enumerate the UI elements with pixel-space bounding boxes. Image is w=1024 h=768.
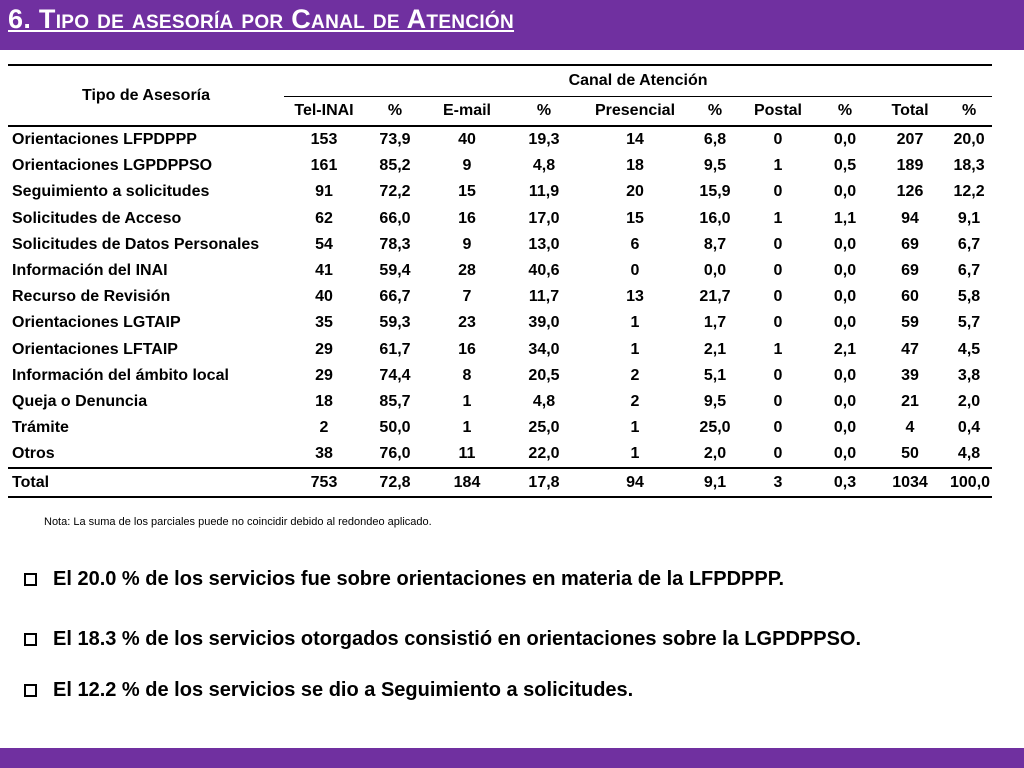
table-cell: 9: [462, 235, 472, 253]
table-cell: 0: [773, 366, 783, 384]
table-cell: 50: [901, 445, 919, 463]
bullet-text: El 12.2 % de los servicios se dio a Seguimiento a solicitudes.: [53, 679, 634, 701]
table-cell: 1: [773, 340, 783, 358]
row-label: Total: [8, 468, 284, 496]
table-cell: 6: [630, 235, 640, 253]
table-cell: 4,5: [957, 340, 981, 358]
row-label: Solicitudes de Acceso: [12, 209, 182, 227]
table-cell: 29: [315, 340, 333, 358]
column-header: Presencial: [580, 97, 690, 127]
table-cell: 13,0: [528, 235, 560, 253]
table-cell: 59,3: [379, 314, 411, 332]
table-cell: 5,1: [703, 366, 727, 384]
column-header: E-mail: [426, 97, 508, 127]
table-cell: 39,0: [528, 314, 560, 332]
table-cell: 23: [458, 314, 476, 332]
row-label: Información del ámbito local: [12, 366, 229, 384]
row-label: Queja o Denuncia: [12, 392, 148, 410]
table-cell: 2,1: [703, 340, 727, 358]
column-header: %: [816, 97, 874, 127]
table-cell: 184: [426, 468, 508, 496]
table-cell: 29: [315, 366, 333, 384]
column-header: %: [508, 97, 580, 127]
row-label: Seguimiento a solicitudes: [12, 183, 210, 201]
table-cell: 16: [458, 209, 476, 227]
table-cell: 6,7: [957, 235, 981, 253]
table-cell: 189: [896, 157, 924, 175]
table-cell: 17,8: [508, 468, 580, 496]
table-cell: 18,3: [953, 157, 985, 175]
table-cell: 21,7: [699, 288, 731, 306]
table-cell: 15,9: [699, 183, 731, 201]
bullet-item: [24, 679, 633, 702]
table-cell: 0,0: [833, 419, 857, 437]
table-cell: 50,0: [379, 419, 411, 437]
table-cell: 85,2: [379, 157, 411, 175]
table-cell: 9,1: [690, 468, 740, 496]
table-cell: 2: [630, 366, 640, 384]
table-cell: 0,0: [833, 262, 857, 280]
bullet-text: El 18.3 % de los servicios otorgados consistió en orientaciones sobre la LGPDPPSO.: [53, 628, 862, 650]
table-cell: 85,7: [379, 392, 411, 410]
checkbox-bullet-icon: [24, 684, 37, 697]
table-cell: 5,7: [957, 314, 981, 332]
table-cell: 40: [458, 131, 476, 149]
table-cell: 59: [901, 314, 919, 332]
table-cell: 8,7: [703, 235, 727, 253]
table-cell: 4,8: [957, 445, 981, 463]
table-cell: 11: [458, 445, 476, 463]
table-cell: 2,1: [833, 340, 857, 358]
table-cell: 66,7: [379, 288, 411, 306]
table-cell: 153: [310, 131, 338, 149]
table-cell: 20,0: [953, 131, 985, 149]
table-cell: 126: [896, 183, 924, 201]
table-cell: 73,9: [379, 131, 411, 149]
table-cell: 60: [901, 288, 919, 306]
table-cell: 12,2: [953, 183, 985, 201]
row-label: Orientaciones LGPDPPSO: [12, 157, 213, 175]
table-cell: 0,0: [833, 314, 857, 332]
group-header: Canal de Atención: [284, 65, 992, 97]
footer-bar: [0, 748, 1024, 768]
table-cell: 207: [896, 131, 924, 149]
table-cell: 17,0: [528, 209, 560, 227]
table-cell: 9,5: [703, 392, 727, 410]
table-cell: 0,0: [833, 183, 857, 201]
table-cell: 0: [773, 419, 783, 437]
row-label: Información del INAI: [12, 262, 168, 280]
table-cell: 94: [901, 209, 919, 227]
table-cell: 11,7: [528, 288, 560, 306]
bullet-item: [24, 628, 861, 651]
table-cell: 72,8: [364, 468, 426, 496]
table-cell: 0,0: [833, 366, 857, 384]
table-cell: 4: [905, 419, 915, 437]
table-cell: 69: [901, 235, 919, 253]
table-cell: 76,0: [379, 445, 411, 463]
table-cell: 9: [462, 157, 472, 175]
slide-title: 6. Tipo de asesoría por Canal de Atención: [8, 4, 515, 34]
column-header: Tel-INAI: [284, 97, 364, 127]
row-label: Trámite: [12, 419, 69, 437]
table-cell: 34,0: [528, 340, 560, 358]
table-cell: 1: [773, 157, 783, 175]
table-cell: 69: [901, 262, 919, 280]
table-cell: 1,1: [833, 209, 857, 227]
table-cell: 18: [626, 157, 644, 175]
bullet-item: [24, 568, 784, 591]
table-cell: 6,8: [703, 131, 727, 149]
table-cell: 1: [630, 340, 640, 358]
table-cell: 9,5: [703, 157, 727, 175]
table-cell: 25,0: [528, 419, 560, 437]
table-cell: 1: [462, 392, 472, 410]
table-cell: 0: [773, 314, 783, 332]
table-cell: 0: [773, 183, 783, 201]
table-cell: 1: [773, 209, 783, 227]
table-cell: 41: [315, 262, 333, 280]
row-header: Tipo de Asesoría: [8, 65, 284, 126]
table-cell: 1: [630, 419, 640, 437]
table-body: [8, 126, 992, 497]
advisory-table: [8, 64, 992, 498]
table-cell: 0,0: [833, 392, 857, 410]
table-cell: 0,5: [833, 157, 857, 175]
table-cell: 74,4: [379, 366, 411, 384]
table-row: [8, 389, 992, 415]
table-row: [8, 179, 992, 205]
table-cell: 39: [901, 366, 919, 384]
table-cell: 11,9: [528, 183, 560, 201]
row-label: Orientaciones LFTAIP: [12, 340, 178, 358]
table-cell: 20,5: [528, 366, 560, 384]
row-label: Orientaciones LGTAIP: [12, 314, 181, 332]
table-cell: 72,2: [379, 183, 411, 201]
table-cell: 3: [740, 468, 816, 496]
table-cell: 8: [462, 366, 472, 384]
table-row: [8, 363, 992, 389]
table-cell: 753: [284, 468, 364, 496]
table-cell: 0: [773, 392, 783, 410]
column-header: %: [690, 97, 740, 127]
table-cell: 25,0: [699, 419, 731, 437]
table-cell: 0: [773, 445, 783, 463]
table-row: [8, 415, 992, 441]
table-cell: 7: [462, 288, 472, 306]
table-cell: 35: [315, 314, 333, 332]
table-cell: 15: [458, 183, 476, 201]
table-cell: 18: [315, 392, 333, 410]
table-cell: 59,4: [379, 262, 411, 280]
table-cell: 22,0: [528, 445, 560, 463]
table-cell: 0: [773, 262, 783, 280]
total-row: [8, 468, 992, 496]
table-cell: 78,3: [379, 235, 411, 253]
table-cell: 0,0: [833, 288, 857, 306]
table-cell: 20: [626, 183, 644, 201]
table-cell: 2,0: [957, 392, 981, 410]
table-row: [8, 258, 992, 284]
table-row: [8, 126, 992, 153]
table-cell: 0: [773, 235, 783, 253]
table-cell: 1,7: [703, 314, 727, 332]
table-cell: 0: [773, 131, 783, 149]
table-row: [8, 441, 992, 468]
table-cell: 100,0: [946, 468, 992, 496]
table-cell: 0: [773, 288, 783, 306]
table-cell: 9,1: [957, 209, 981, 227]
table-cell: 38: [315, 445, 333, 463]
column-header: Postal: [740, 97, 816, 127]
table-cell: 3,8: [957, 366, 981, 384]
table-cell: 2: [630, 392, 640, 410]
table-cell: 0,0: [833, 445, 857, 463]
column-header: %: [946, 97, 992, 127]
table-cell: 1: [630, 445, 640, 463]
row-label: Recurso de Revisión: [12, 288, 171, 306]
table-row: [8, 284, 992, 310]
table-cell: 161: [310, 157, 338, 175]
table-cell: 19,3: [528, 131, 560, 149]
row-label: Otros: [12, 445, 55, 463]
table-cell: 91: [315, 183, 333, 201]
table-cell: 62: [315, 209, 333, 227]
table-cell: 61,7: [379, 340, 411, 358]
table-cell: 1034: [874, 468, 946, 496]
table-cell: 40,6: [528, 262, 560, 280]
table-cell: 0: [630, 262, 640, 280]
table-cell: 1: [630, 314, 640, 332]
bullet-text: El 20.0 % de los servicios fue sobre orientaciones en materia de la LFPDPPP.: [53, 568, 785, 590]
table-cell: 0,4: [957, 419, 981, 437]
table-cell: 0,0: [833, 235, 857, 253]
table-cell: 1: [462, 419, 472, 437]
row-label: Orientaciones LFPDPPP: [12, 131, 197, 149]
table-cell: 14: [626, 131, 644, 149]
table-cell: 15: [626, 209, 644, 227]
table-cell: 16,0: [699, 209, 731, 227]
table-cell: 5,8: [957, 288, 981, 306]
table-cell: 21: [901, 392, 919, 410]
table-row: [8, 310, 992, 336]
table-cell: 94: [580, 468, 690, 496]
table-cell: 4,8: [532, 392, 556, 410]
table-cell: 47: [901, 340, 919, 358]
table-cell: 4,8: [532, 157, 556, 175]
table-cell: 0,3: [816, 468, 874, 496]
column-header: Total: [874, 97, 946, 127]
table-cell: 2: [319, 419, 329, 437]
table-cell: 0,0: [703, 262, 727, 280]
table-row: [8, 337, 992, 363]
table-cell: 0,0: [833, 131, 857, 149]
table-cell: 16: [458, 340, 476, 358]
checkbox-bullet-icon: [24, 573, 37, 586]
table-cell: 40: [315, 288, 333, 306]
table-cell: 2,0: [703, 445, 727, 463]
table-cell: 66,0: [379, 209, 411, 227]
column-header: %: [364, 97, 426, 127]
table-cell: 13: [626, 288, 644, 306]
table-note: Nota: La suma de los parciales puede no coincidir debido al redondeo aplicado.: [44, 516, 432, 528]
table-row: [8, 232, 992, 258]
row-label: Solicitudes de Datos Personales: [12, 235, 260, 253]
table-cell: 6,7: [957, 262, 981, 280]
table-row: [8, 206, 992, 232]
checkbox-bullet-icon: [24, 633, 37, 646]
table-cell: 28: [458, 262, 476, 280]
table-row: [8, 153, 992, 179]
title-bar: [0, 0, 1024, 50]
table-cell: 54: [315, 235, 333, 253]
